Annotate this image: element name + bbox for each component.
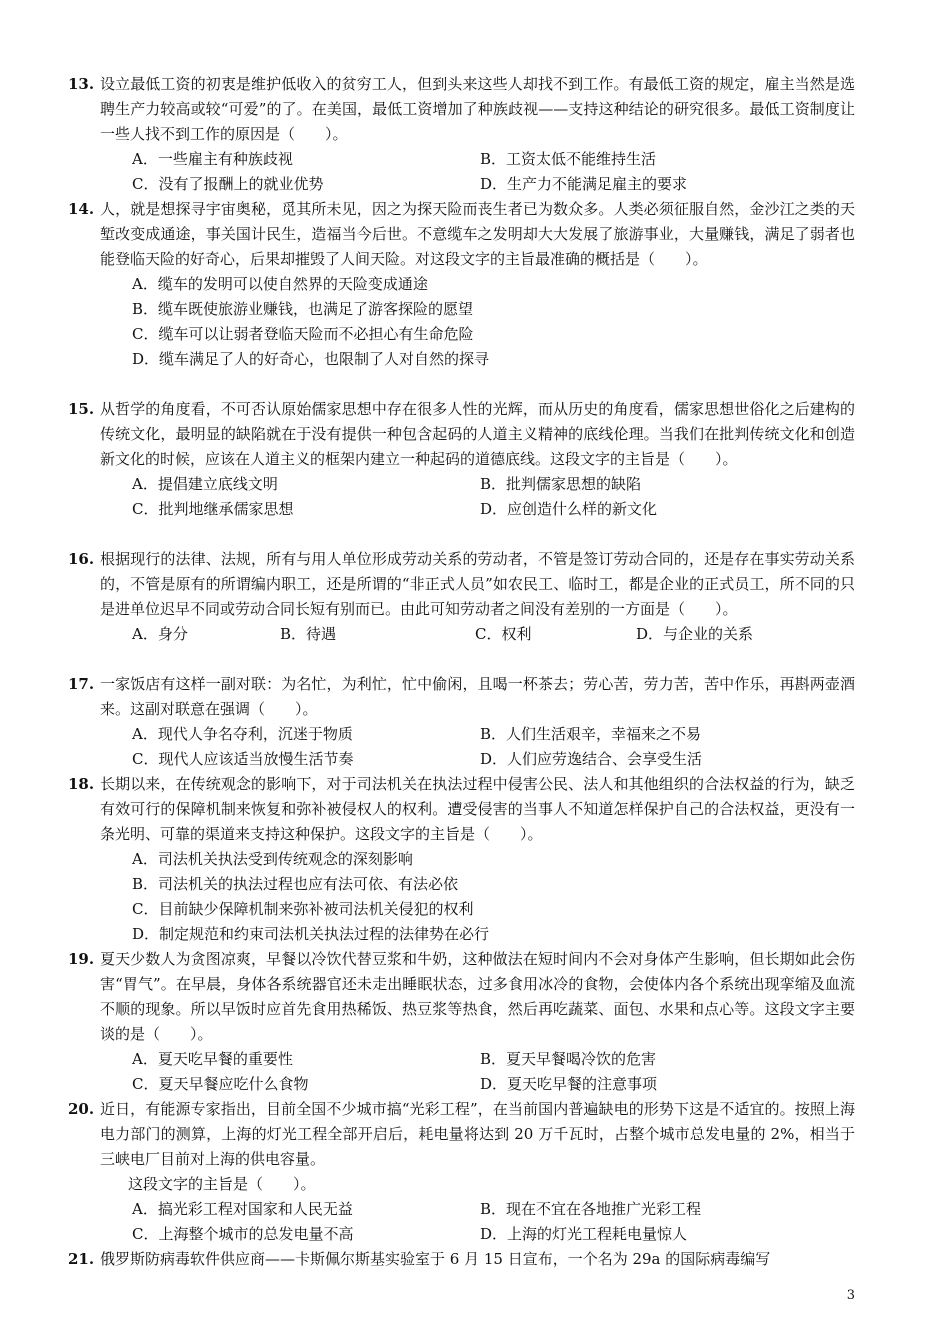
question-21 — [68, 1247, 855, 1272]
option-a: A．提倡建立底线文明 — [132, 475, 278, 493]
option-c: C．缆车可以让弱者登临天险而不必担心有生命危险 — [132, 325, 474, 343]
option-c: C．上海整个城市的总发电量不高 — [132, 1225, 354, 1243]
page-number: 3 — [846, 1288, 855, 1303]
option-a: A．搞光彩工程对国家和人民无益 — [132, 1200, 353, 1218]
option-c: C．没有了报酬上的就业优势 — [132, 175, 324, 193]
option-d: D．生产力不能满足雇主的要求 — [480, 175, 688, 193]
question-16 — [68, 547, 855, 647]
option-d: D．夏天吃早餐的注意事项 — [480, 1075, 658, 1093]
question-stem: 设立最低工资的初衷是维护低收入的贫穷工人，但到头来这些人却找不到工作。有最低工资的规定，雇主当然是选聘生产力较高或较“可爱”的了。在美国，最低工资增加了种族歧视——支持这种结论的研究很多。最低工资制度让一些人找不到工作的原因是（ ）。 — [100, 75, 855, 143]
question-stem: 从哲学的角度看，不可否认原始儒家思想中存在很多人性的光辉，而从历史的角度看，儒家思想世俗化之后建构的传统文化，最明显的缺陷就在于没有提供一种包含起码的人道主义精神的底线伦理。当我们在批判传统文化和创造新文化的时候，应该在人道主义的框架内建立一种起码的道德底线。这段文字的主旨是（ ）。 — [100, 400, 855, 468]
option-c: C．夏天早餐应吃什么食物 — [132, 1075, 309, 1093]
question-14 — [68, 197, 855, 372]
option-a: A．现代人争名夺利，沉迷于物质 — [132, 725, 353, 743]
question-number: 17. — [68, 675, 95, 693]
option-d: D．与企业的关系 — [636, 625, 754, 643]
question-stem: 根据现行的法律、法规，所有与用人单位形成劳动关系的劳动者，不管是签订劳动合同的，还是存在事实劳动关系的，不管是原有的所谓编内职工，还是所谓的“非正式人员”如农民工、临时工，都是企业的正式员工，所不同的只是进单位迟早不同或劳动合同长短有别而已。由此可知劳动者之间没有差别的一方面是（ ）。 — [100, 550, 855, 618]
question-13 — [68, 72, 855, 197]
question-number: 21. — [68, 1250, 95, 1268]
option-d: D．应创造什么样的新文化 — [480, 500, 658, 518]
option-b: B．人们生活艰辛，幸福来之不易 — [480, 725, 702, 743]
question-stem: 长期以来，在传统观念的影响下，对于司法机关在执法过程中侵害公民、法人和其他组织的合法权益的行为，缺乏有效可行的保障机制来恢复和弥补被侵权人的权利。遭受侵害的当事人不知道怎样保护自己的合法权益，更没有一条光明、可靠的渠道来支持这种保护。这段文字的主旨是（ ）。 — [100, 775, 855, 843]
question-stem: 一家饭店有这样一副对联：为名忙，为利忙，忙中偷闲，且喝一杯茶去；劳心苦，劳力苦，苦中作乐，再斟两壶酒来。这副对联意在强调（ ）。 — [100, 675, 855, 718]
question-stem-continued: 这段文字的主旨是（ ）。 — [128, 1175, 316, 1193]
question-stem: 夏天少数人为贪图凉爽，早餐以冷饮代替豆浆和牛奶，这种做法在短时间内不会对身体产生影响，但长期如此会伤害“胃气”。在早晨，身体各系统器官还未走出睡眠状态，过多食用冰冷的食物，会使体内各个系统出现挛缩及血流不顺的现象。所以早饭时应首先食用热稀饭、热豆浆等热食，然后再吃蔬菜、面包、水果和点心等。这段文字主要谈的是（ ）。 — [100, 950, 855, 1043]
question-15 — [68, 397, 855, 522]
question-number: 13. — [68, 75, 95, 93]
question-stem: 近日，有能源专家指出，目前全国不少城市搞“光彩工程”，在当前国内普遍缺电的形势下这是不适宜的。按照上海电力部门的测算，上海的灯光工程全部开启后，耗电量将达到 20 万千瓦时，占整个城市总发电量的 2%，相当于三峡电厂目前对上海的供电容量。 — [100, 1100, 855, 1168]
option-b: B．司法机关的执法过程也应有法可依、有法必依 — [132, 875, 459, 893]
option-a: A．一些雇主有种族歧视 — [132, 150, 293, 168]
option-b: B．工资太低不能维持生活 — [480, 150, 657, 168]
option-c: C．权利 — [475, 625, 532, 643]
option-b: B．批判儒家思想的缺陷 — [480, 475, 642, 493]
option-b: B．缆车既使旅游业赚钱，也满足了游客探险的愿望 — [132, 300, 474, 318]
option-b: B．夏天早餐喝冷饮的危害 — [480, 1050, 657, 1068]
option-d: D．人们应劳逸结合、会享受生活 — [480, 750, 703, 768]
option-d: D．上海的灯光工程耗电量惊人 — [480, 1225, 688, 1243]
option-a: A．夏天吃早餐的重要性 — [132, 1050, 293, 1068]
option-d: D．制定规范和约束司法机关执法过程的法律势在必行 — [132, 925, 490, 943]
option-d: D．缆车满足了人的好奇心，也限制了人对自然的探寻 — [132, 350, 490, 368]
question-20 — [68, 1097, 855, 1247]
option-a: A．司法机关执法受到传统观念的深刻影响 — [132, 850, 413, 868]
question-number: 16. — [68, 550, 95, 568]
question-number: 19. — [68, 950, 95, 968]
question-stem: 俄罗斯防病毒软件供应商——卡斯佩尔斯基实验室于 6 月 15 日宣布，一个名为 29a 的国际病毒编写 — [100, 1250, 771, 1268]
option-a: A．缆车的发明可以使自然界的天险变成通途 — [132, 275, 428, 293]
question-number: 20. — [68, 1100, 95, 1118]
option-b: B．现在不宜在各地推广光彩工程 — [480, 1200, 702, 1218]
question-19 — [68, 947, 855, 1097]
question-number: 18. — [68, 775, 95, 793]
question-number: 15. — [68, 400, 95, 418]
option-b: B．待遇 — [280, 625, 337, 643]
option-c: C．目前缺少保障机制来弥补被司法机关侵犯的权利 — [132, 900, 474, 918]
question-17 — [68, 672, 855, 772]
option-a: A．身分 — [132, 625, 188, 643]
question-18 — [68, 772, 855, 947]
question-stem: 人，就是想探寻宇宙奥秘，觅其所未见，因之为探天险而丧生者已为数众多。人类必须征服自然，金沙江之类的天堑改变成通途，事关国计民生，造福当今后世。不意缆车之发明却大大发展了旅游事业，大量赚钱，满足了弱者也能登临天险的好奇心，后果却摧毁了人间天险。对这段文字的主旨最准确的概括是（ ）。 — [100, 200, 855, 268]
option-c: C．现代人应该适当放慢生活节奏 — [132, 750, 354, 768]
question-number: 14. — [68, 200, 95, 218]
option-c: C．批判地继承儒家思想 — [132, 500, 294, 518]
